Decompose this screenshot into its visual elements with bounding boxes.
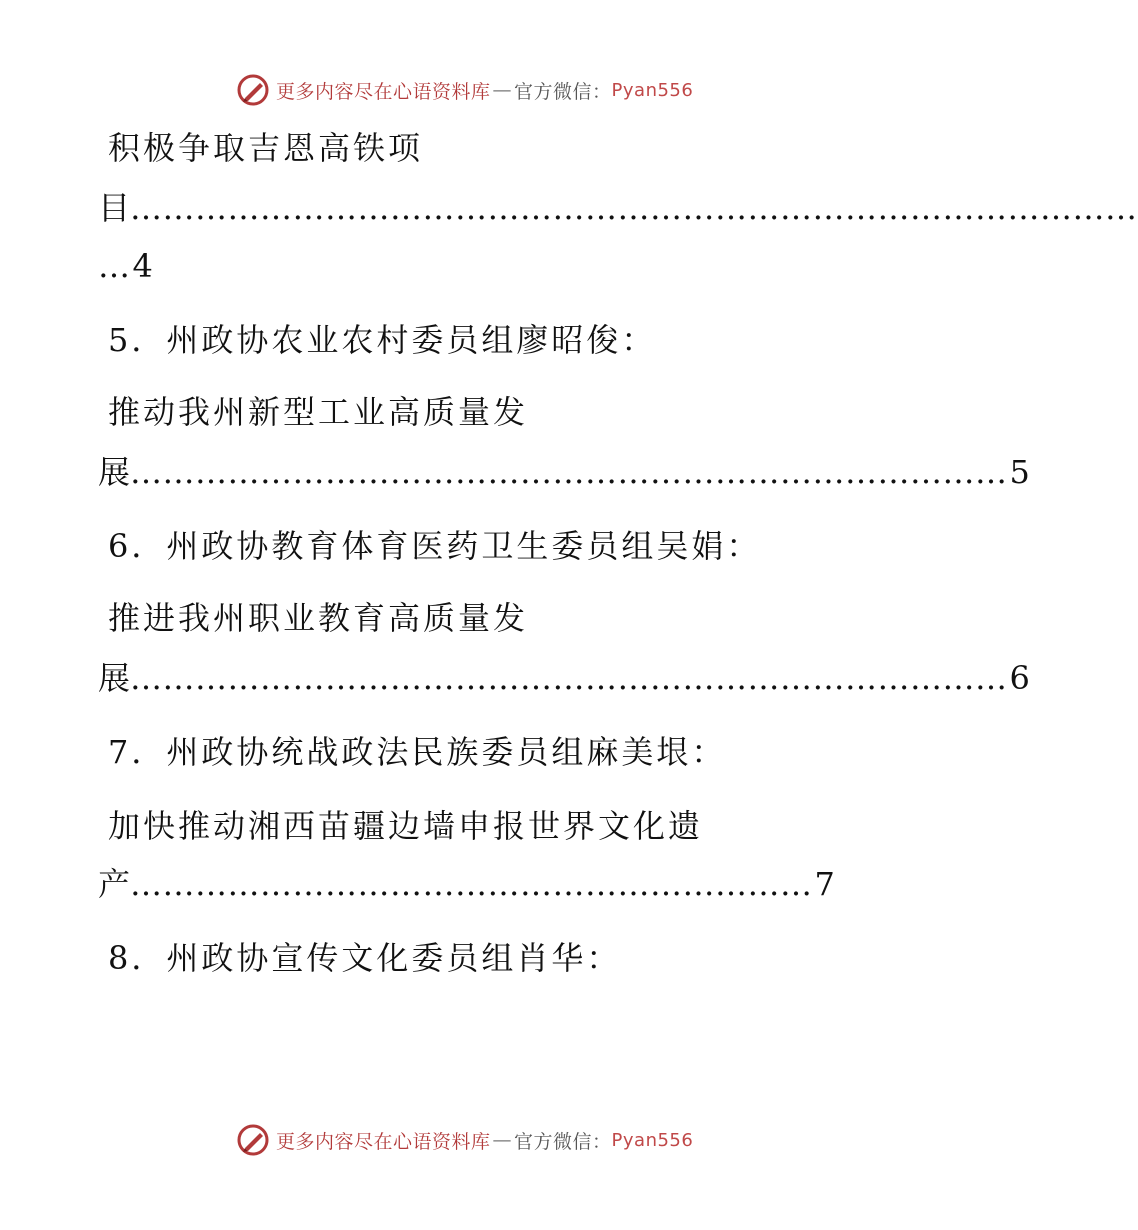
watermark-wechat-label: 官方微信：: [514, 1130, 612, 1153]
toc-page-number: 5: [1009, 453, 1030, 491]
watermark-text: 更多内容尽在心语资料库: [276, 1130, 491, 1153]
pen-logo-icon: [236, 73, 270, 107]
watermark-wechat-id: Pyan556: [611, 79, 694, 101]
toc-entry-tail: 展: [98, 659, 131, 697]
toc-entry-title: 推动我州新型工业高质量发: [108, 393, 529, 431]
toc-entry-title: 积极争取吉恩高铁项: [108, 129, 424, 167]
toc-dot-leader: …………………………………………………………………………………: [130, 189, 1138, 227]
toc-entry-leader: [0, 188, 1138, 228]
footer-watermark: [236, 1122, 693, 1158]
toc-dot-leader: …: [98, 247, 131, 285]
watermark-text: 更多内容尽在心语资料库: [276, 80, 491, 103]
toc-entry-leader: [0, 246, 1048, 286]
pen-logo-icon: [236, 1123, 270, 1157]
watermark-separator: —: [492, 1129, 513, 1151]
toc-entry-author: 6．州政协教育体育医药卫生委员组吴娟：: [108, 527, 762, 565]
toc-page-number: 7: [814, 865, 835, 903]
toc-entry-title: 推进我州职业教育高质量发: [108, 599, 529, 637]
toc-entry-author: 5．州政协农业农村委员组廖昭俊：: [108, 321, 657, 359]
toc-entry-author: 8．州政协宣传文化委员组肖华：: [108, 939, 622, 977]
toc-dot-leader: ………………………………………………………………………: [130, 659, 1008, 697]
header-watermark: [236, 72, 693, 108]
toc-entry-tail: 目: [98, 189, 131, 227]
toc-dot-leader: ………………………………………………………………………: [130, 453, 1008, 491]
toc-entry-author: 7．州政协统战政法民族委员组麻美垠：: [108, 733, 727, 771]
watermark-wechat-id: Pyan556: [611, 1129, 694, 1151]
toc-page-number: 4: [132, 247, 153, 285]
toc-dot-leader: ………………………………………………………: [130, 865, 813, 903]
toc-entry-leader: [0, 864, 1048, 904]
watermark-separator: —: [492, 79, 513, 101]
toc-page-number: 6: [1009, 659, 1030, 697]
watermark-wechat-label: 官方微信：: [514, 80, 612, 103]
toc-entry-tail: 展: [98, 453, 131, 491]
toc-entry-title: 加快推动湘西苗疆边墙申报世界文化遗: [108, 807, 704, 845]
toc-entry-tail: 产: [98, 865, 131, 903]
toc-entry-leader: [0, 452, 1048, 492]
toc-entry-leader: [0, 658, 1048, 698]
